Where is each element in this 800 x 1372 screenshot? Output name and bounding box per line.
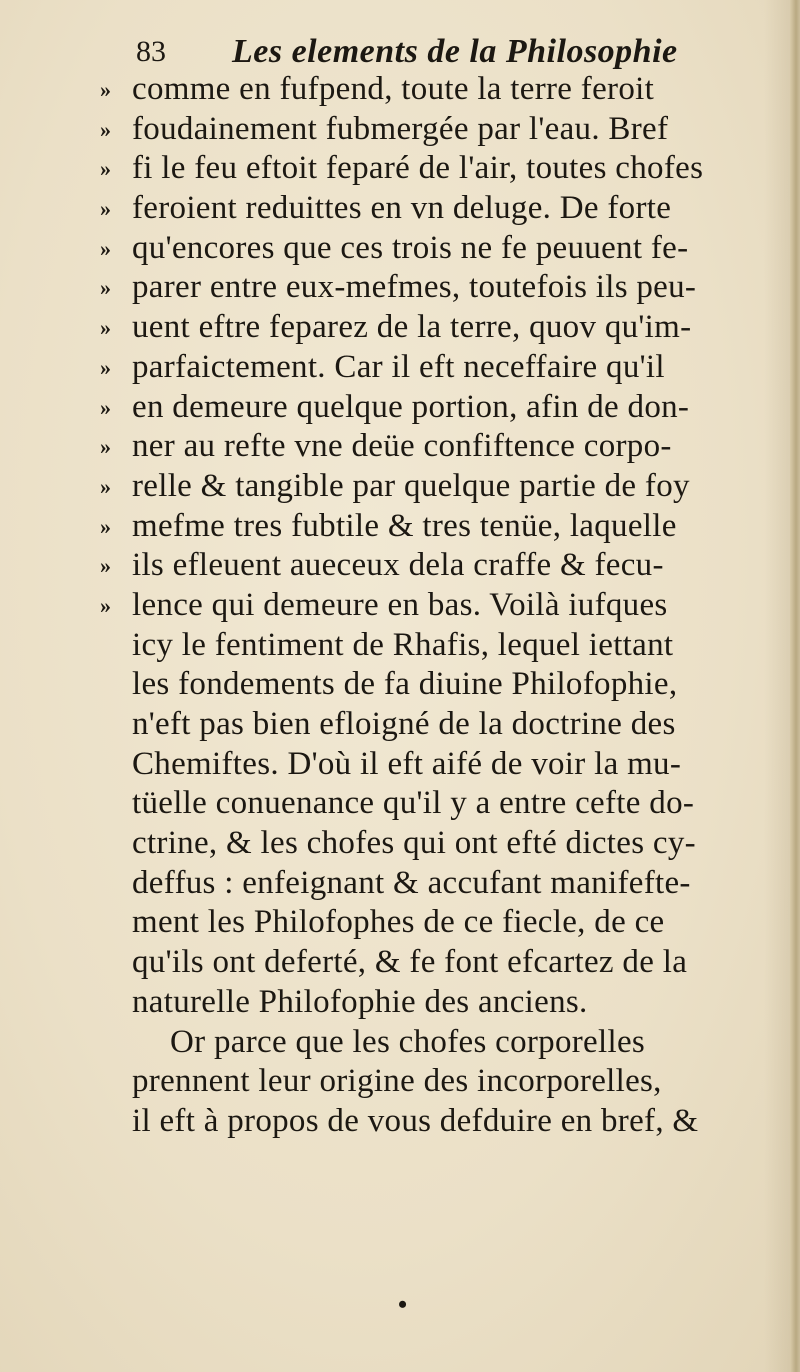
text-line	[100, 784, 800, 824]
text-line	[100, 1062, 800, 1102]
text-line	[100, 943, 800, 983]
quotation-mark: »	[100, 196, 111, 222]
text-line	[100, 1102, 800, 1142]
line-text: ils efleuent aueceux dela craffe & fecu-	[132, 547, 664, 584]
running-header	[136, 30, 756, 74]
text-line	[100, 1023, 800, 1063]
text-line	[100, 70, 800, 110]
line-text: il eft à propos de vous defduire en bref, &	[132, 1102, 699, 1139]
line-text: foudainement fubmergée par l'eau. Bref	[132, 110, 669, 147]
text-line	[100, 745, 800, 785]
text-line	[100, 348, 800, 388]
quotation-mark: »	[100, 275, 111, 301]
line-text: lence qui demeure en bas. Voilà iufques	[132, 586, 668, 623]
quotation-mark: »	[100, 553, 111, 579]
line-text: icy le fentiment de Rhafis, lequel iettant	[132, 626, 674, 663]
line-text: uent eftre feparez de la terre, quov qu'im-	[132, 309, 692, 346]
line-text: qu'ils ont deferté, & fe font efcartez de la	[132, 944, 688, 981]
text-line	[100, 864, 800, 904]
line-text: deffus : enfeignant & accufant manifefte-	[132, 864, 691, 901]
quotation-mark: »	[100, 156, 111, 182]
text-line	[100, 268, 800, 308]
signature-mark: •	[398, 1290, 408, 1319]
line-text: prennent leur origine des incorporelles,	[132, 1063, 662, 1100]
text-line	[100, 546, 800, 586]
text-line	[100, 983, 800, 1023]
quotation-mark: »	[100, 473, 111, 499]
line-text: ment les Philofophes de ce fiecle, de ce	[132, 904, 665, 941]
line-text: parer entre eux-mefmes, toutefois ils peu-	[132, 269, 697, 306]
text-line	[100, 467, 800, 507]
quotation-mark: »	[100, 592, 111, 618]
line-text: fi le feu eftoit feparé de l'air, toutes chofes	[132, 150, 704, 187]
line-text: tüelle conuenance qu'il y a entre cefte do-	[132, 785, 695, 822]
text-line	[100, 388, 800, 428]
text-line	[100, 149, 800, 189]
line-text: les fondements de fa diuine Philofophie,	[132, 666, 678, 703]
line-text: parfaictement. Car il eft neceffaire qu'il	[132, 348, 665, 385]
line-text: relle & tangible par quelque partie de foy	[132, 467, 690, 504]
line-text: feroient reduittes en vn deluge. De forte	[132, 190, 672, 227]
line-text: mefme tres fubtile & tres tenüe, laquelle	[132, 507, 677, 544]
line-text: ctrine, & les chofes qui ont efté dictes cy-	[132, 825, 696, 862]
text-line	[100, 824, 800, 864]
quotation-mark: »	[100, 394, 111, 420]
line-text: ner au refte vne deüe confiftence corpo-	[132, 428, 672, 465]
quotation-mark: »	[100, 513, 111, 539]
line-text: qu'encores que ces trois ne fe peuuent fe-	[132, 229, 689, 266]
text-line	[100, 705, 800, 745]
page-number: 83	[136, 35, 166, 68]
text-line	[100, 626, 800, 666]
line-text: naturelle Philofophie des anciens.	[132, 983, 588, 1020]
quotation-mark: »	[100, 116, 111, 142]
quotation-mark: »	[100, 77, 111, 102]
line-text: en demeure quelque portion, afin de don-	[132, 388, 690, 425]
text-line	[100, 229, 800, 269]
text-line	[100, 665, 800, 705]
body-text	[100, 70, 800, 1142]
line-text: comme en fufpend, toute la terre feroit	[132, 71, 655, 107]
text-line	[100, 189, 800, 229]
text-line	[100, 903, 800, 943]
quotation-mark: »	[100, 434, 111, 460]
quotation-mark: »	[100, 354, 111, 380]
quotation-mark: »	[100, 315, 111, 341]
line-text: Or parce que les chofes corporelles	[170, 1023, 646, 1060]
text-line	[100, 308, 800, 348]
line-text: Chemiftes. D'où il eft aifé de voir la mu-	[132, 745, 682, 782]
text-line	[100, 507, 800, 547]
text-line	[100, 586, 800, 626]
text-line	[100, 110, 800, 150]
line-text: n'eft pas bien efloigné de la doctrine des	[132, 706, 676, 742]
text-line	[100, 427, 800, 467]
quotation-mark: »	[100, 235, 111, 261]
running-title: Les elements de la Philosophie	[232, 33, 678, 70]
